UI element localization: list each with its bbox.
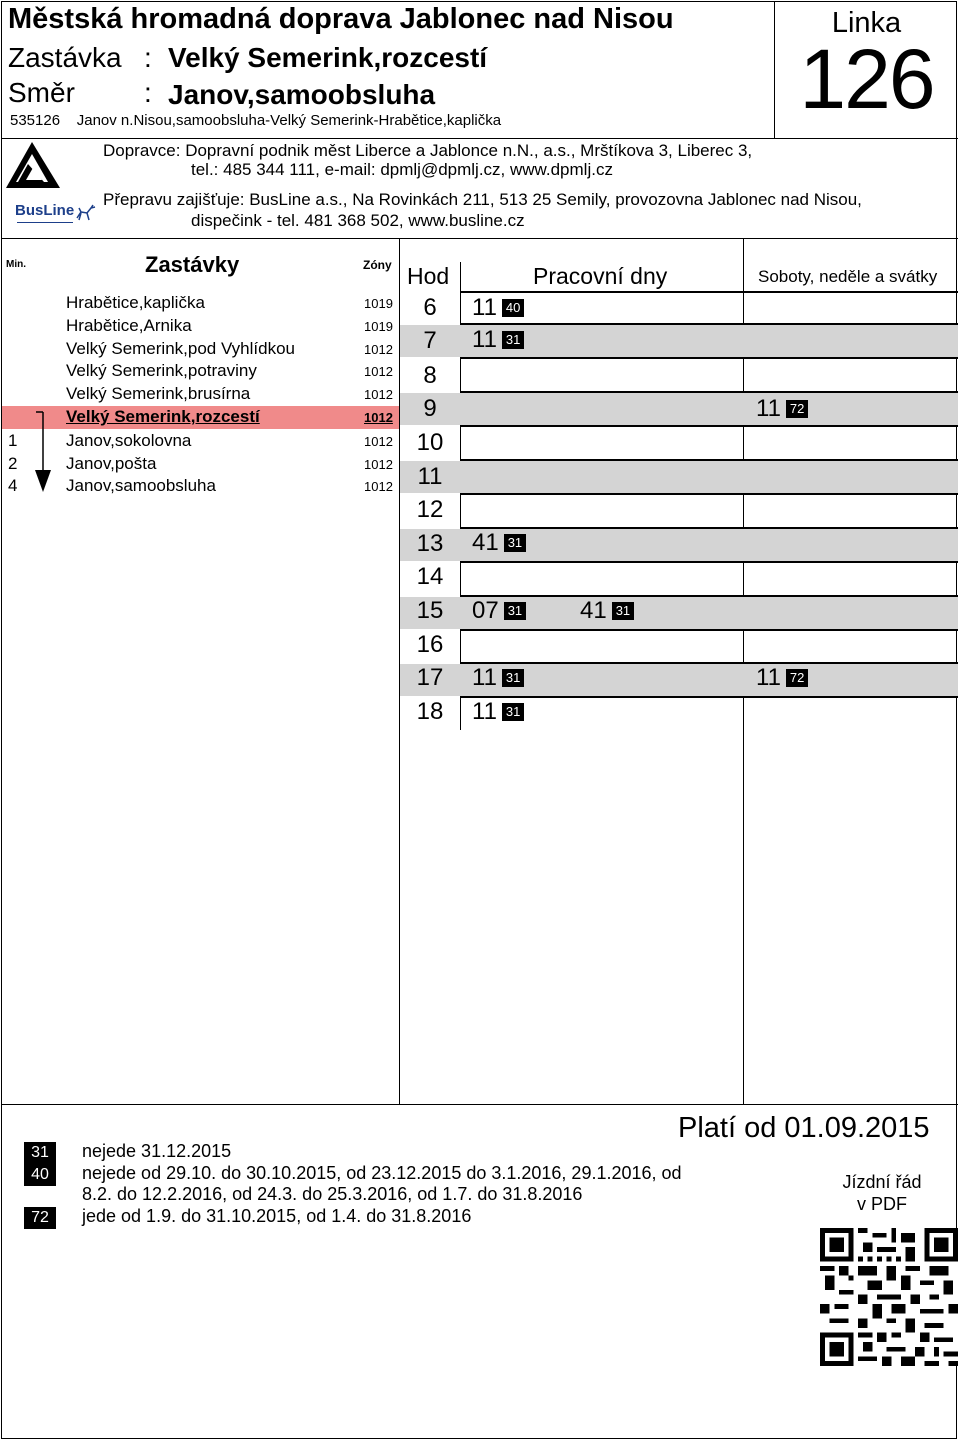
footnote-text: nejede od 29.10. do 30.10.2015, od 23.12.2015 do 3.1.2016, 29.1.2016, od: [82, 1163, 682, 1183]
stop-row: [2, 475, 399, 498]
line-label: Linka: [831, 7, 902, 39]
hour-label: 11: [417, 463, 443, 490]
hour-label: 10: [416, 429, 444, 456]
qr-code-icon[interactable]: [820, 1228, 958, 1366]
timetable-row: [400, 393, 958, 425]
departure-minute: 11: [472, 698, 497, 725]
stop-name: Hrabětice,Arnika: [66, 316, 192, 335]
timetable-row: [400, 529, 958, 561]
note-badge: 31: [502, 703, 524, 721]
stops-header: Zastávky: [145, 252, 240, 277]
stop-row: [2, 453, 399, 476]
departure-minute: 41: [580, 597, 607, 624]
departure: [472, 597, 526, 625]
current-stop-row: [2, 406, 399, 429]
footnote: [24, 1163, 682, 1204]
stop-name: Velký Semerink,rozcestí: [66, 407, 260, 426]
timetable-row: [400, 325, 958, 357]
pdf-link[interactable]: [820, 1171, 944, 1215]
deer-icon: [75, 204, 97, 222]
stop-row: [2, 360, 399, 383]
organization-title: Městská hromadná doprava Jablonec nad Nisou: [8, 3, 674, 35]
note-badge: 40: [502, 299, 524, 317]
note-badge: 31: [502, 331, 524, 349]
timetable-row: [400, 495, 958, 527]
route-description: Janov n.Nisou,samoobsluha-Velký Semerink-Hrabětice,kaplička: [76, 112, 502, 129]
busline-logo-icon: [15, 202, 97, 230]
stop-row: [2, 292, 399, 315]
departure-minute: 11: [472, 294, 497, 321]
stop-minutes: 2: [8, 454, 18, 473]
hour-label: 14: [416, 563, 444, 590]
footnote-text-continued: 8.2. do 12.2.2016, od 24.3. do 25.3.2016, od 1.7. do 31.8.2016: [82, 1184, 583, 1204]
hour-label: 8: [423, 362, 437, 389]
hour-label: 6: [423, 294, 437, 321]
stop-zone: 1012: [364, 457, 393, 472]
timetable-row: [400, 698, 958, 730]
stop-name: Hrabětice,kaplička: [66, 293, 205, 312]
stop-row: [2, 430, 399, 453]
stop-zone: 1012: [364, 410, 393, 425]
operator-line-4: dispečink - tel. 481 368 502, www.busline.cz: [191, 211, 525, 230]
note-badge: 31: [504, 602, 526, 620]
hour-label: 9: [423, 395, 437, 422]
stop-zone: 1012: [364, 434, 393, 449]
departure-minute: 11: [756, 664, 781, 691]
note-badge: 72: [786, 669, 808, 687]
departure: [472, 294, 524, 322]
departure: [756, 395, 808, 423]
stop-name: Janov,samoobsluha: [66, 476, 216, 495]
note-badge: 31: [504, 534, 526, 552]
stop-row: [2, 338, 399, 361]
departure: [472, 664, 524, 692]
footnote-text: jede od 1.9. do 31.10.2015, od 1.4. do 31.8.2016: [82, 1206, 472, 1226]
note-badge: 31: [612, 602, 634, 620]
hour-label: 13: [416, 530, 444, 557]
stop-label: Zastávka: [8, 42, 122, 73]
stop-zone: 1012: [364, 387, 393, 402]
stop-minutes: 1: [8, 431, 18, 450]
stop-name: Velký Semerink,brusírna: [66, 384, 251, 403]
hour-label: 15: [416, 597, 444, 624]
operator-line-2: tel.: 485 344 111, e-mail: dpmlj@dpmlj.cz, www.dpmlj.cz: [191, 160, 613, 179]
route-info: [10, 112, 501, 129]
stop-row: [2, 315, 399, 338]
dpmlj-logo-icon: [4, 140, 62, 192]
departure: [472, 326, 524, 354]
pdf-label-line2: v PDF: [856, 1194, 907, 1214]
departure-minute: 11: [472, 664, 497, 691]
busline-logo-text: BusLine: [15, 202, 75, 219]
direction-arrow-icon: [32, 410, 54, 494]
stop-zone: 1012: [364, 364, 393, 379]
hour-label: 17: [416, 664, 444, 691]
direction-value: Janov,samoobsluha: [168, 79, 436, 110]
footnote: [24, 1206, 472, 1229]
departure-minute: 07: [472, 597, 499, 624]
zones-header: Zóny: [363, 258, 392, 272]
timetable-row: [400, 597, 958, 629]
footer-divider: [2, 1104, 958, 1105]
stop-name: Velký Semerink,pod Vyhlídkou: [66, 339, 295, 358]
stop-zone: 1012: [364, 479, 393, 494]
stop-zone: 1019: [364, 296, 393, 311]
valid-from: Platí od 01.09.2015: [678, 1112, 930, 1144]
hour-label: 16: [416, 631, 444, 658]
timetable-row: [400, 563, 958, 595]
departure: [756, 664, 808, 692]
departure-minute: 11: [472, 326, 497, 353]
footnote: [24, 1141, 232, 1164]
stop-name: Janov,pošta: [66, 454, 157, 473]
departure: [472, 698, 524, 726]
hour-header: Hod: [407, 263, 450, 289]
stop-minutes: 4: [8, 476, 18, 495]
direction-label: Směr: [8, 77, 75, 108]
hour-label: 7: [423, 327, 437, 354]
timetable-row: [400, 664, 958, 696]
timetable-row: [400, 631, 958, 662]
line-number-box: [774, 1, 958, 139]
stop-name: Janov,sokolovna: [66, 431, 192, 450]
stop-row: [2, 383, 399, 406]
min-header: Min.: [6, 259, 26, 270]
route-code: 535126: [10, 112, 61, 129]
departure: [580, 597, 634, 625]
departure-minute: 11: [756, 395, 781, 422]
hour-label: 12: [416, 496, 444, 523]
footnote-text: nejede 31.12.2015: [82, 1141, 232, 1161]
timetable-row: [400, 293, 958, 323]
stop-value: Velký Semerink,rozcestí: [168, 42, 488, 73]
timetable-row: [400, 461, 958, 493]
stop-colon: :: [144, 42, 152, 73]
stop-name: Velký Semerink,potraviny: [66, 361, 257, 380]
workdays-header: Pracovní dny: [533, 263, 668, 289]
timetable-row: [400, 359, 958, 391]
line-number: 126: [799, 32, 934, 126]
hour-label: 18: [416, 698, 444, 725]
footnote-code: 40: [24, 1164, 56, 1186]
timetable-row: [400, 427, 958, 459]
footnote-code: 72: [24, 1207, 56, 1229]
footnote-code: 31: [24, 1142, 56, 1164]
note-badge: 31: [502, 669, 524, 687]
pdf-label-line1: Jízdní řád: [842, 1172, 922, 1192]
note-badge: 72: [786, 400, 808, 418]
operator-line-3: Přepravu zajišťuje: BusLine a.s., Na Rovinkách 211, 513 25 Semily, provozovna Jablonec nad Nisou,: [103, 190, 862, 209]
operator-line-1: Dopravce: Dopravní podnik měst Liberce a Jablonce n.N., a.s., Mrštíkova 3, Liberec 3,: [103, 141, 753, 160]
stop-zone: 1012: [364, 342, 393, 357]
stop-zone: 1019: [364, 319, 393, 334]
departure: [472, 529, 526, 557]
direction-colon: :: [144, 77, 152, 108]
weekends-header: Soboty, neděle a svátky: [758, 267, 938, 286]
departure-minute: 41: [472, 529, 499, 556]
header-divider: [2, 138, 774, 139]
operator-divider: [2, 238, 958, 239]
